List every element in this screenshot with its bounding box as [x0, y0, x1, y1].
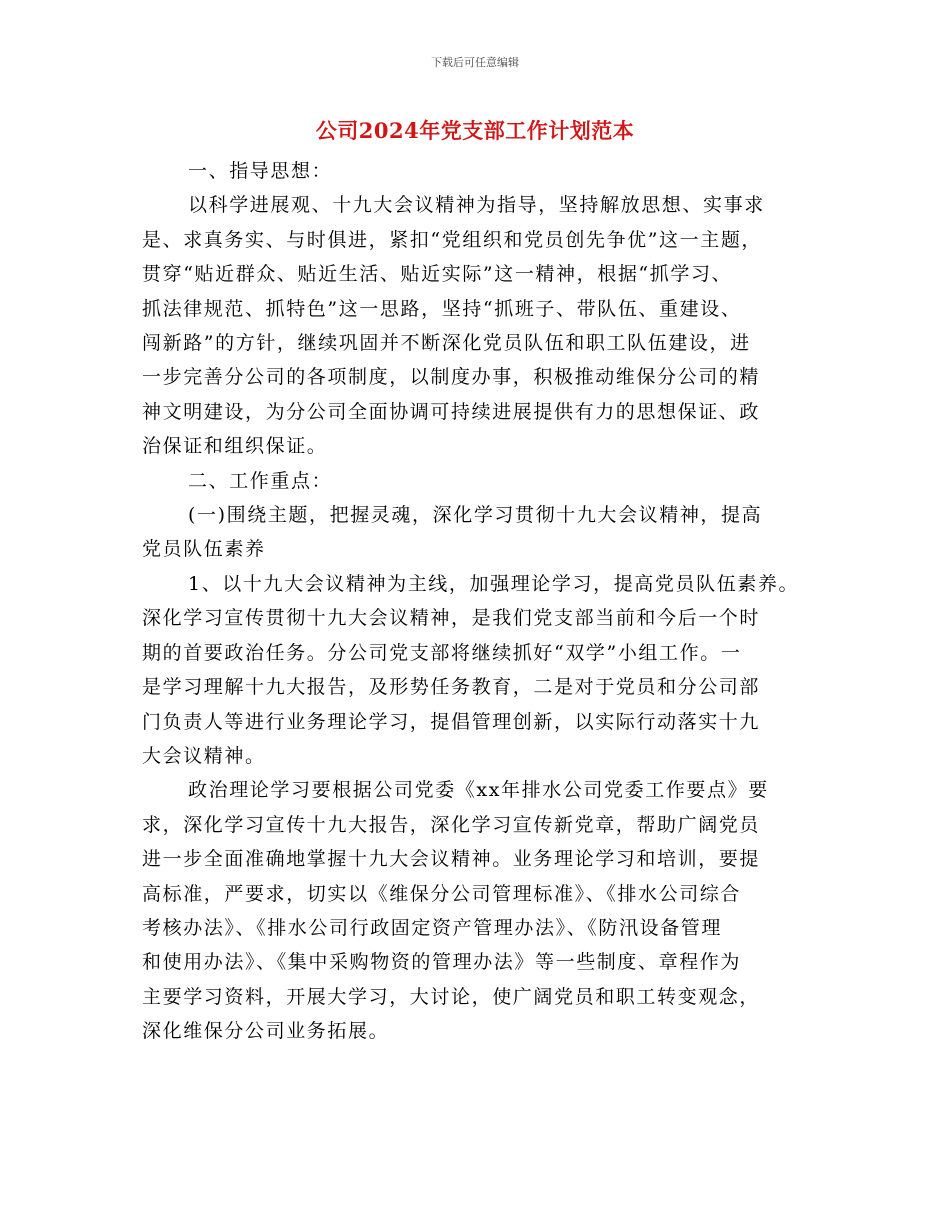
paragraph-line: 求，深化学习宣传十九大报告，深化学习宣传新党章，帮助广阔党员 — [142, 813, 761, 836]
paragraph-line: 党员队伍素养 — [142, 538, 266, 561]
paragraph-line: 一、指导思想： — [188, 160, 333, 182]
paragraph-line: 二、工作重点： — [188, 469, 333, 492]
paragraph — [142, 154, 832, 188]
paragraph-line: 大会议精神。 — [142, 744, 266, 767]
paragraph-line: 和使用办法》、《集中采购物资的管理办法》等一些制度、章程作为 — [142, 951, 742, 974]
paragraph-line: 是学习理解十九大报告，及形势任务教育，二是对于党员和分公司部 — [142, 676, 761, 699]
document-body — [142, 154, 832, 1049]
paragraph-line: 深化维保分公司业务拓展。 — [142, 1020, 390, 1043]
paragraph-line: 考核办法》、《排水公司行政固定资产管理办法》、《防汛设备管理 — [142, 916, 723, 939]
header-note: 下载后可任意编辑 — [431, 56, 519, 69]
paragraph-line: 治保证和组织保证。 — [142, 435, 328, 458]
paragraph — [142, 464, 832, 498]
paragraph-line: 是、求真务实、与时俱进，紧扣“党组织和党员创先争优”这一主题， — [142, 228, 763, 251]
paragraph-line: 政治理论学习要根据公司党委《xx年排水公司党委工作要点》要 — [188, 779, 769, 802]
paragraph-line: 神文明建设，为分公司全面协调可持续进展提供有力的思想保证、政 — [142, 400, 761, 423]
paragraph-line: 1、以十九大会议精神为主线，加强理论学习，提高党员队伍素养。 — [188, 572, 800, 595]
paragraph — [142, 498, 832, 567]
paragraph — [142, 773, 832, 1048]
paragraph-line: 贯穿“贴近群众、贴近生活、贴近实际”这一精神，根据“抓学习、 — [142, 263, 733, 286]
paragraph — [142, 188, 832, 463]
paragraph-line: 门负责人等进行业务理论学习，提倡管理创新，以实际行动落实十九 — [142, 710, 761, 733]
paragraph-line: 高标准，严要求，切实以《维保分公司管理标准》、《排水公司综合 — [142, 882, 742, 905]
paragraph-line: 以科学进展观、十九大会议精神为指导，坚持解放思想、实事求 — [188, 194, 765, 217]
paragraph-line: 主要学习资料，开展大学习，大讨论，使广阔党员和职工转变观念， — [142, 985, 761, 1008]
paragraph-line: 一步完善分公司的各项制度，以制度办事，积极推动维保分公司的精 — [142, 366, 761, 389]
paragraph-line: 闯新路”的方针，继续巩固并不断深化党员队伍和职工队伍建设，进 — [142, 332, 751, 355]
paragraph-line: 深化学习宣传贯彻十九大会议精神，是我们党支部当前和今后一个时 — [142, 607, 761, 630]
paragraph-line: 进一步全面准确地掌握十九大会议精神。业务理论学习和培训，要提 — [142, 848, 761, 871]
paragraph-line: (一)围绕主题，把握灵魂，深化学习贯彻十九大会议精神，提高 — [188, 504, 763, 527]
document-title: 公司2024年党支部工作计划范本 — [315, 118, 635, 143]
paragraph-line: 抓法律规范、抓特色”这一思路，坚持“抓班子、带队伍、重建设、 — [142, 297, 742, 320]
paragraph-line: 期的首要政治任务。分公司党支部将继续抓好“双学”小组工作。一 — [142, 641, 742, 664]
paragraph — [142, 567, 832, 773]
